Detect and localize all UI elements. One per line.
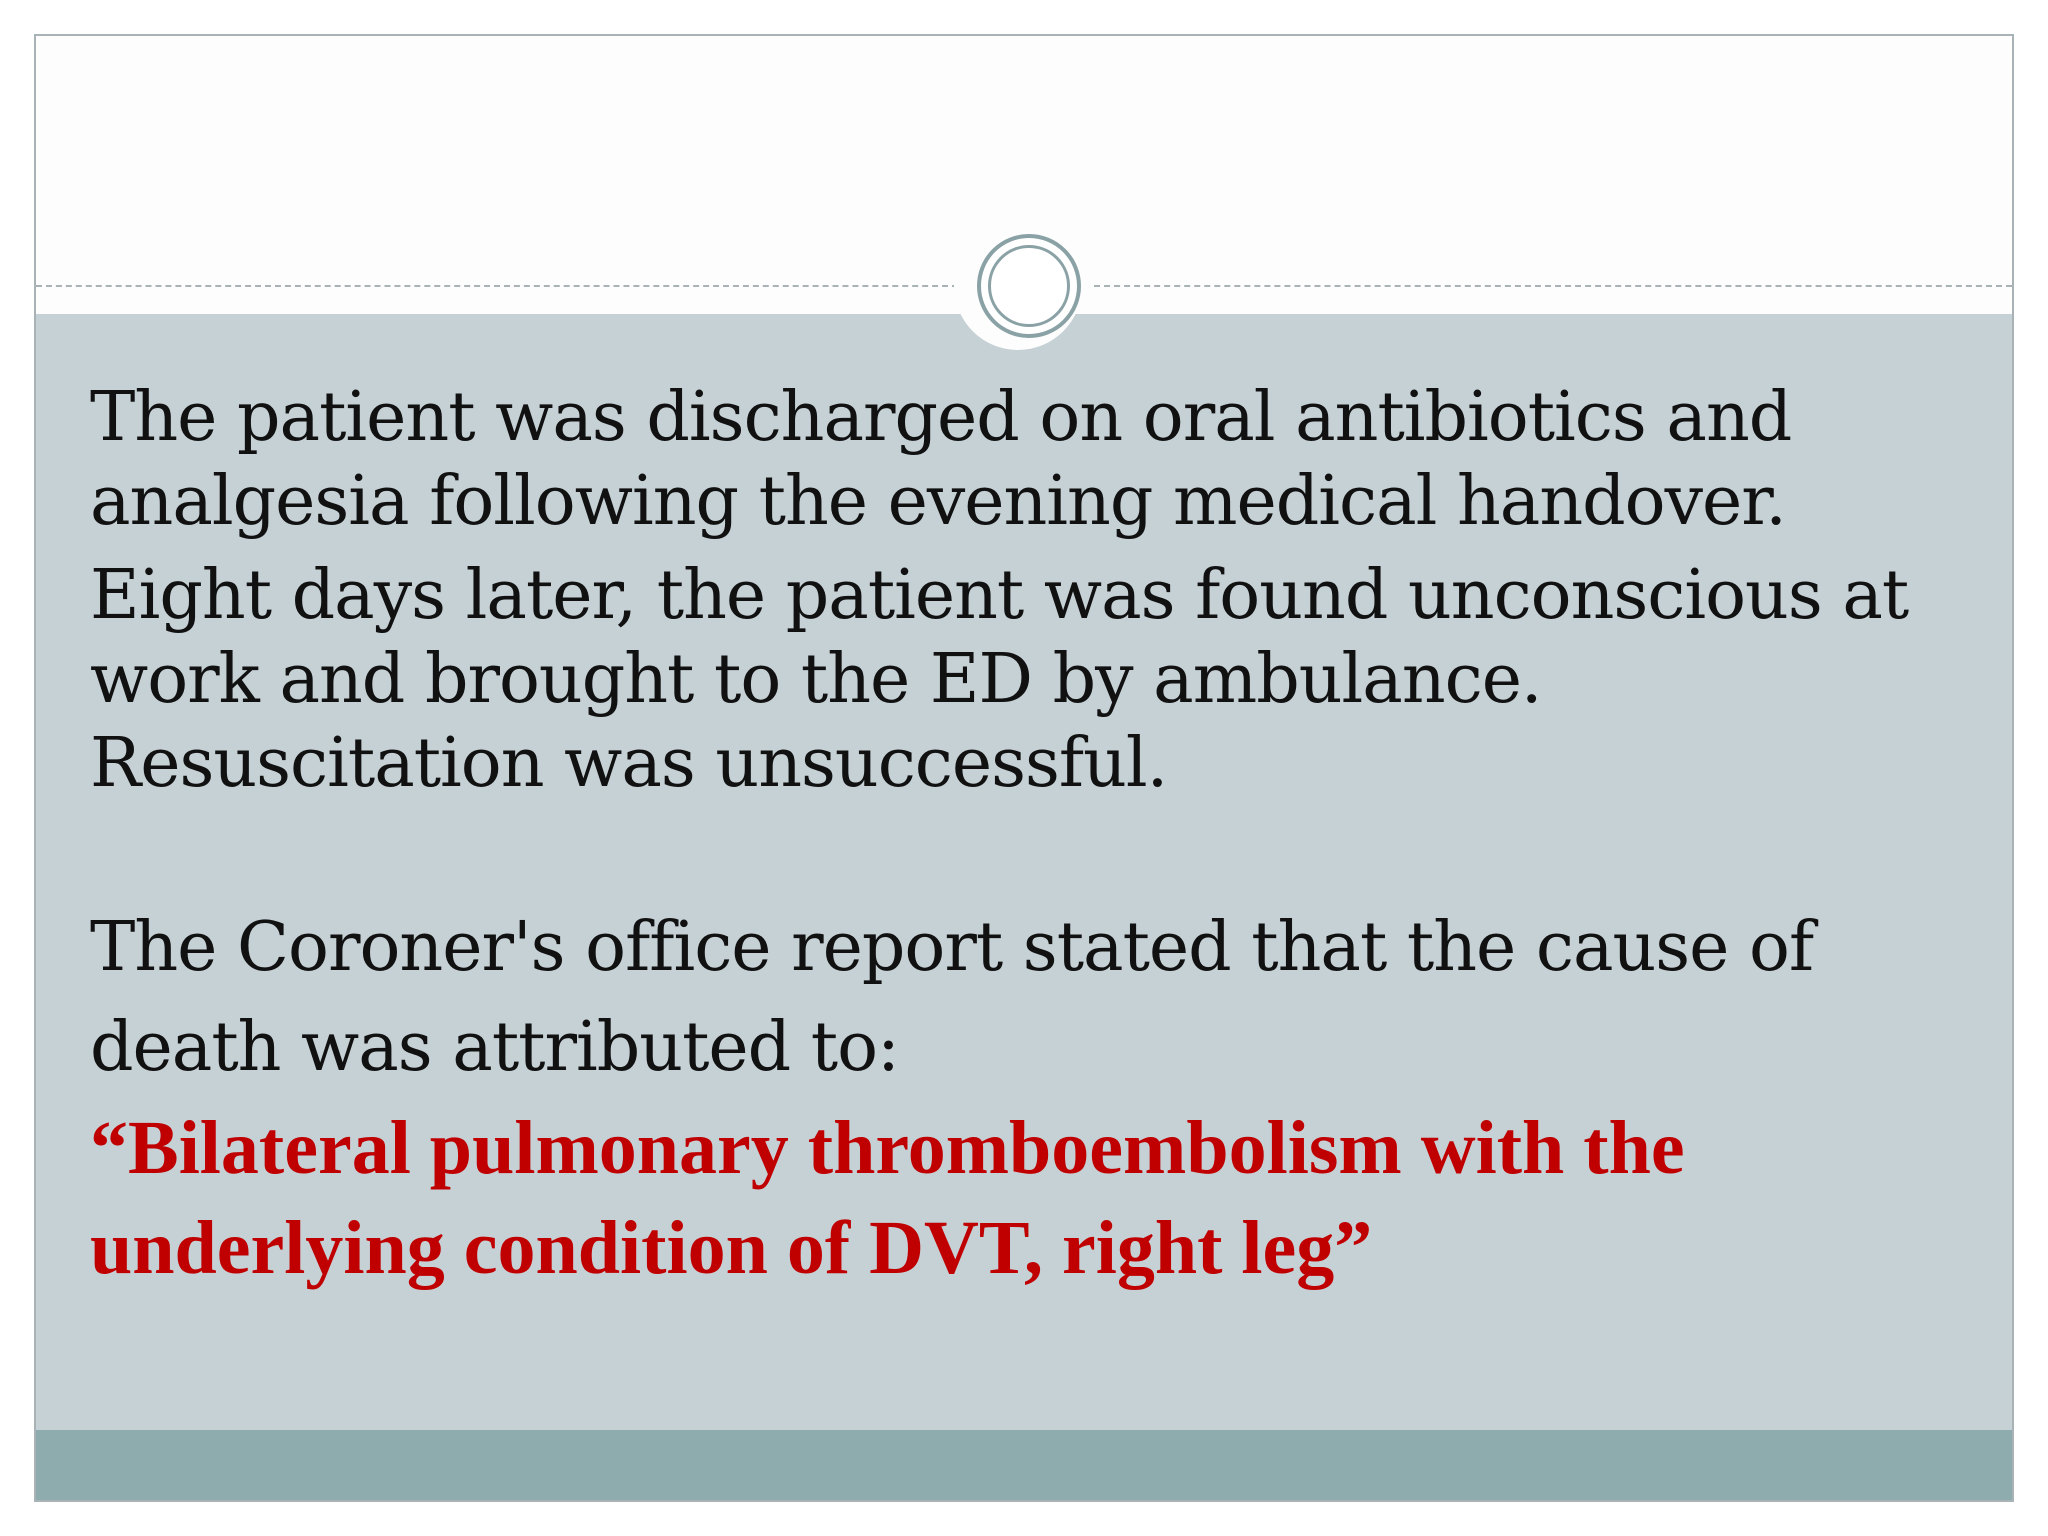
dashed-divider-right	[1094, 285, 2012, 287]
slide	[34, 34, 2014, 1502]
footer-bar	[36, 1430, 2012, 1500]
outcome-paragraph: Eight days later, the patient was found unconscious at work and brought to the ED by ambulance. Resuscitation was unsuccessful.	[90, 556, 1909, 803]
circle-ornament-inner-ring	[988, 245, 1070, 327]
cause-of-death-quote: “Bilateral pulmonary thromboembolism with the underlying condition of DVT, right leg”	[90, 1106, 1685, 1290]
discharge-paragraph: The patient was discharged on oral antibiotics and analgesia following the evening medical handover.	[90, 378, 1792, 541]
coroner-report-paragraph: The Coroner's office report stated that the cause of death was attributed to:	[90, 908, 1814, 1087]
slide-content	[90, 376, 1970, 1298]
circle-ornament-icon	[977, 234, 1081, 338]
dashed-divider-left	[36, 285, 958, 287]
